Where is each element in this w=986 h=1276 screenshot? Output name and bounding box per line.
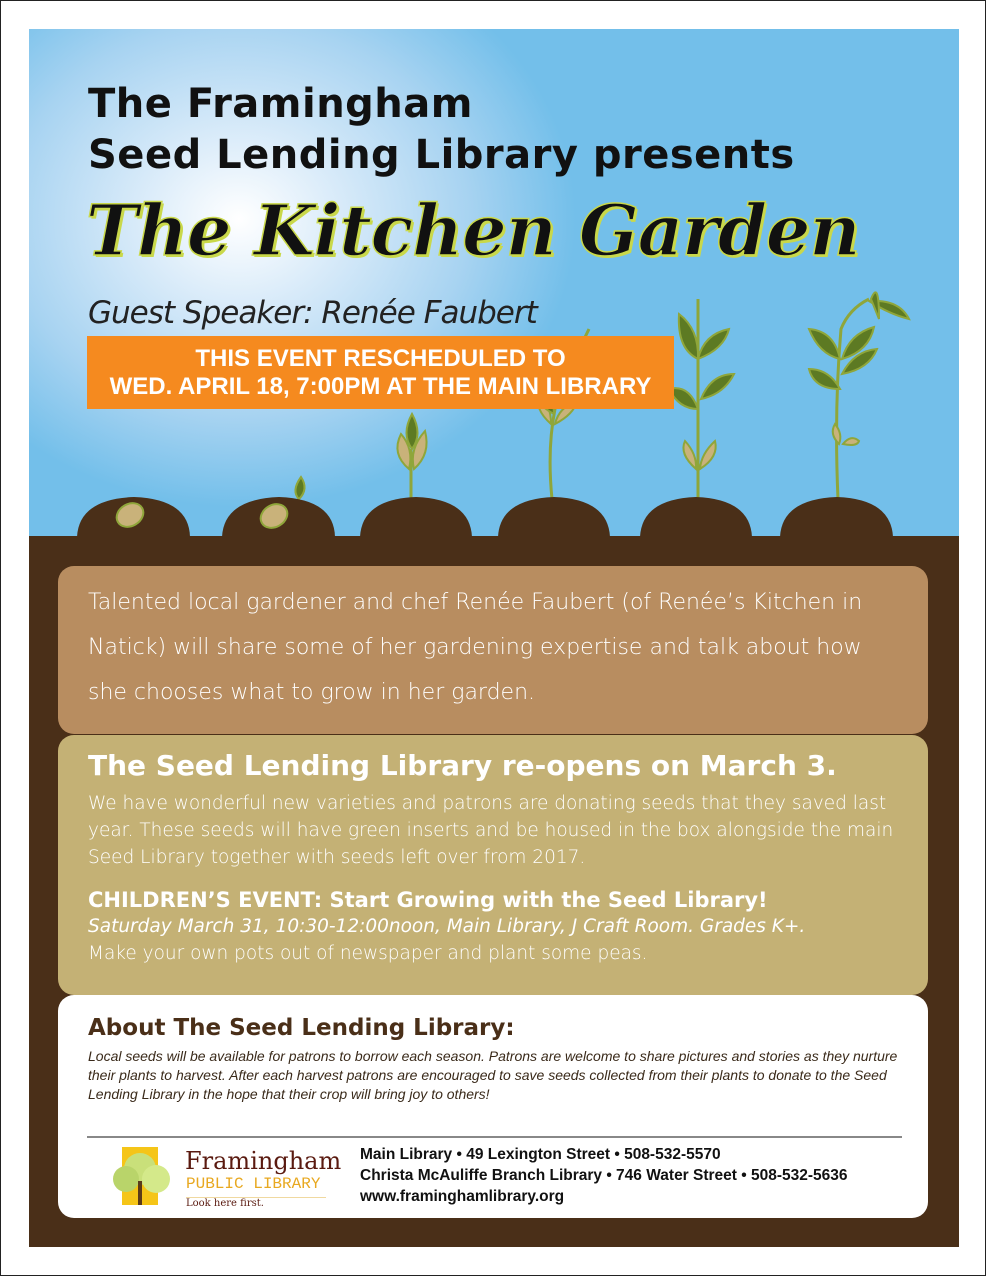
reschedule-banner [87,336,674,409]
contact-info [360,1144,848,1207]
presenter-heading [88,79,795,181]
divider [87,1136,902,1138]
about-heading: About The Seed Lending Library: [88,1015,515,1041]
soil-mounds [77,497,893,537]
children-event-heading: CHILDREN’S EVENT: Start Growing with the Seed Library! [88,888,768,912]
heading-line-1: The Framingham [88,81,473,127]
children-event-when: Saturday March 31, 10:30-12:00noon, Main Library, J Craft Room. Grades K+. [88,916,806,937]
logo-name: Framingham [185,1147,342,1175]
reopen-box [58,735,928,995]
library-logo [110,1145,342,1210]
description-text: Talented local gardener and chef Renée Faubert (of Renée’s Kitchen in Natick) will share some of her gardening expertise and talk about how she chooses what to grow in her garden. [88,590,863,705]
about-box [58,995,928,1218]
flyer [29,29,959,1247]
banner-line-2: WED. APRIL 18, 7:00PM AT THE MAIN LIBRARY [109,373,652,400]
heading-line-2: Seed Lending Library presents [88,132,795,178]
website-link[interactable]: www.framinghamlibrary.org [360,1188,565,1205]
logo-tagline: Look here first. [186,1197,326,1209]
branch-library-address: Christa McAuliffe Branch Library • 746 Water Street • 508-532-5636 [360,1167,848,1184]
logo-subtitle: PUBLIC LIBRARY [186,1175,321,1193]
main-library-address: Main Library • 49 Lexington Street • 508-532-5570 [360,1146,721,1163]
description-box [58,566,928,734]
banner-line-1: THIS EVENT RESCHEDULED TO [195,345,566,372]
event-title: The Kitchen Garden [86,189,860,272]
reopen-heading: The Seed Lending Library re-opens on March 3. [88,749,837,782]
about-body: Local seeds will be available for patrons to borrow each season. Patrons are welcome to share pictures and stories as they nurture their plants to harvest. After each harvest patrons are encouraged to save seeds collected from their plants to donate to the Seed Lending Library in the hope that their crop will bring joy to others! [88,1048,898,1102]
reopen-body: We have wonderful new varieties and patrons are donating seeds that they saved last year. These seeds will have green inserts and be housed in the box alongside the main Seed Library together with seeds left over from 2017. [88,793,894,868]
tree-icon [110,1147,182,1207]
children-event-body: Make your own pots out of newspaper and plant some peas. [88,943,648,964]
guest-speaker: Guest Speaker: Renée Faubert [88,295,537,331]
